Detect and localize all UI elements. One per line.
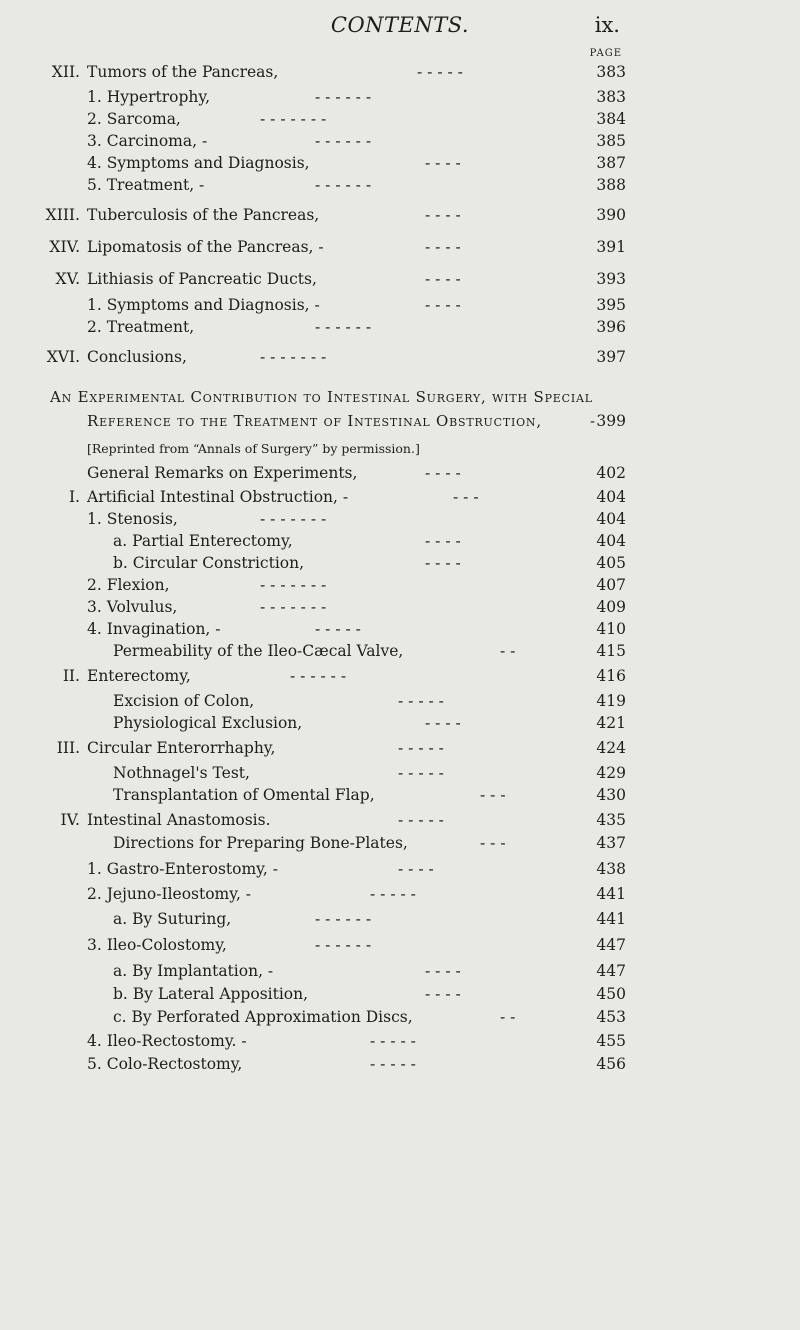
entry-title: 5. Treatment, - bbox=[87, 176, 205, 194]
entry-roman: III. bbox=[56, 739, 80, 757]
entry-title: 3. Volvulus, bbox=[87, 598, 178, 616]
toc-entry bbox=[0, 832, 800, 854]
entry-page: 387 bbox=[596, 154, 626, 172]
leader-dashes: - - - - bbox=[425, 206, 461, 224]
toc-entry bbox=[0, 530, 800, 552]
entry-page: 450 bbox=[596, 985, 626, 1003]
leader-dashes: - - - - - - bbox=[315, 88, 372, 106]
leader-dashes: - - - - bbox=[425, 554, 461, 572]
entry-page: 430 bbox=[596, 786, 626, 804]
leader-dashes: - - - bbox=[480, 834, 506, 852]
toc-entry bbox=[0, 934, 800, 956]
toc-entry bbox=[0, 960, 800, 982]
toc-entry-iii bbox=[0, 737, 800, 759]
entry-page: 404 bbox=[596, 488, 626, 506]
page-column-label: PAGE bbox=[589, 48, 622, 59]
leader-dashes: - - - - bbox=[398, 860, 434, 878]
leader-dashes: - - - - bbox=[425, 714, 461, 732]
toc-entry bbox=[0, 618, 800, 640]
toc-entry bbox=[0, 712, 800, 734]
toc-entry bbox=[0, 294, 800, 316]
entry-page: 385 bbox=[596, 132, 626, 150]
entry-title: Lipomatosis of the Pancreas, - bbox=[87, 238, 324, 256]
entry-page: 396 bbox=[596, 318, 626, 336]
leader-dashes: - bbox=[590, 412, 596, 430]
leader-dashes: - - - bbox=[480, 786, 506, 804]
toc-entry-xiii bbox=[0, 204, 800, 226]
entry-roman: XVI. bbox=[46, 348, 80, 366]
leader-dashes: - - bbox=[500, 1008, 516, 1026]
entry-title: Lithiasis of Pancreatic Ducts, bbox=[87, 270, 317, 288]
entry-page: 453 bbox=[596, 1008, 626, 1026]
leader-dashes: - - - - - - bbox=[315, 936, 372, 954]
leader-dashes: - - - - bbox=[425, 270, 461, 288]
entry-title: Circular Enterorrhaphy, bbox=[87, 739, 276, 757]
toc-entry bbox=[0, 1006, 800, 1028]
entry-page: 419 bbox=[596, 692, 626, 710]
entry-title: 4. Symptoms and Diagnosis, bbox=[87, 154, 310, 172]
entry-roman: XV. bbox=[55, 270, 80, 288]
entry-title: a. By Suturing, bbox=[113, 910, 232, 928]
entry-title: b. By Lateral Apposition, bbox=[113, 985, 309, 1003]
leader-dashes: - - - - bbox=[425, 532, 461, 550]
entry-title: b. Circular Constriction, bbox=[113, 554, 305, 572]
leader-dashes: - - - - - - - bbox=[260, 598, 327, 616]
leader-dashes: - - - - - - bbox=[315, 318, 372, 336]
entry-title: Artificial Intestinal Obstruction, - bbox=[87, 488, 349, 506]
entry-page: 388 bbox=[596, 176, 626, 194]
entry-page: 383 bbox=[596, 88, 626, 106]
entry-page: 404 bbox=[596, 532, 626, 550]
toc-entry bbox=[0, 858, 800, 880]
entry-roman: XIII. bbox=[45, 206, 80, 224]
entry-page: 429 bbox=[596, 764, 626, 782]
leader-dashes: - - - - - bbox=[370, 885, 416, 903]
leader-dashes: - - - - bbox=[425, 464, 461, 482]
entry-roman: XII. bbox=[51, 63, 80, 81]
entry-title: 5. Colo-Rectostomy, bbox=[87, 1055, 243, 1073]
entry-page: 447 bbox=[596, 936, 626, 954]
entry-page: 399 bbox=[596, 412, 626, 430]
leader-dashes: - - - - - bbox=[370, 1032, 416, 1050]
toc-entry-i bbox=[0, 486, 800, 508]
toc-entry-xii bbox=[0, 61, 800, 83]
entry-page: 402 bbox=[596, 464, 626, 482]
section-heading bbox=[0, 410, 800, 432]
entry-page: 384 bbox=[596, 110, 626, 128]
entry-title: Directions for Preparing Bone-Plates, bbox=[113, 834, 408, 852]
entry-page: 397 bbox=[596, 348, 626, 366]
toc-entry bbox=[0, 1053, 800, 1075]
leader-dashes: - - - - bbox=[425, 238, 461, 256]
toc-entry-xiv bbox=[0, 236, 800, 258]
toc-entry bbox=[0, 908, 800, 930]
entry-title: 3. Carcinoma, - bbox=[87, 132, 208, 150]
leader-dashes: - - - - - bbox=[398, 764, 444, 782]
entry-page: 410 bbox=[596, 620, 626, 638]
reprint-note: [Reprinted from “Annals of Surgery” by permission.] bbox=[87, 441, 420, 456]
leader-dashes: - - - - bbox=[425, 296, 461, 314]
toc-entry bbox=[0, 152, 800, 174]
entry-title: a. By Implantation, - bbox=[113, 962, 274, 980]
leader-dashes: - - - - - - - bbox=[260, 348, 327, 366]
entry-page: 456 bbox=[596, 1055, 626, 1073]
entry-title: 1. Stenosis, bbox=[87, 510, 178, 528]
toc-entry bbox=[0, 640, 800, 662]
toc-entry bbox=[0, 86, 800, 108]
entry-title: 1. Hypertrophy, bbox=[87, 88, 210, 106]
entry-title: Intestinal Anastomosis. bbox=[87, 811, 271, 829]
leader-dashes: - - - - - - bbox=[315, 910, 372, 928]
entry-title: Tuberculosis of the Pancreas, bbox=[87, 206, 320, 224]
leader-dashes: - - - - - bbox=[398, 739, 444, 757]
entry-page: 424 bbox=[596, 739, 626, 757]
entry-page: 393 bbox=[596, 270, 626, 288]
entry-title: Tumors of the Pancreas, bbox=[87, 63, 279, 81]
entry-page: 409 bbox=[596, 598, 626, 616]
entry-page: 390 bbox=[596, 206, 626, 224]
entry-title: Conclusions, bbox=[87, 348, 187, 366]
entry-page: 405 bbox=[596, 554, 626, 572]
entry-title: Enterectomy, bbox=[87, 667, 191, 685]
entry-title: Excision of Colon, bbox=[113, 692, 255, 710]
entry-page: 447 bbox=[596, 962, 626, 980]
entry-title: Transplantation of Omental Flap, bbox=[113, 786, 375, 804]
leader-dashes: - - - - bbox=[425, 154, 461, 172]
toc-entry bbox=[0, 784, 800, 806]
leader-dashes: - - bbox=[500, 642, 516, 660]
toc-entry bbox=[0, 1030, 800, 1052]
entry-title: 2. Jejuno-Ileostomy, - bbox=[87, 885, 252, 903]
leader-dashes: - - - - - bbox=[417, 63, 463, 81]
entry-page: 404 bbox=[596, 510, 626, 528]
page-number: ix. bbox=[594, 13, 620, 37]
section-heading bbox=[0, 386, 800, 408]
leader-dashes: - - - - - - bbox=[315, 176, 372, 194]
reprint-note-row bbox=[0, 438, 800, 460]
entry-title: 1. Symptoms and Diagnosis, - bbox=[87, 296, 320, 314]
section-heading-line-1: An Experimental Contribution to Intestinal Surgery, with Special bbox=[50, 388, 593, 406]
entry-title: 4. Invagination, - bbox=[87, 620, 221, 638]
entry-page: 441 bbox=[596, 910, 626, 928]
entry-title: c. By Perforated Approximation Discs, bbox=[113, 1008, 413, 1026]
toc-entry bbox=[0, 983, 800, 1005]
entry-page: 415 bbox=[596, 642, 626, 660]
toc-entry bbox=[0, 690, 800, 712]
toc-entry-iv bbox=[0, 809, 800, 831]
toc-entry bbox=[0, 596, 800, 618]
entry-page: 455 bbox=[596, 1032, 626, 1050]
entry-title: General Remarks on Experiments, bbox=[87, 464, 358, 482]
leader-dashes: - - - - - bbox=[370, 1055, 416, 1073]
page-title: CONTENTS. bbox=[330, 13, 470, 37]
toc-entry bbox=[0, 574, 800, 596]
toc-entry bbox=[0, 462, 800, 484]
toc-entry-xv bbox=[0, 268, 800, 290]
toc-entry bbox=[0, 316, 800, 338]
entry-title: Physiological Exclusion, bbox=[113, 714, 303, 732]
entry-page: 416 bbox=[596, 667, 626, 685]
entry-page: 438 bbox=[596, 860, 626, 878]
entry-title: 2. Flexion, bbox=[87, 576, 170, 594]
entry-title: 1. Gastro-Enterostomy, - bbox=[87, 860, 278, 878]
leader-dashes: - - - - - - - bbox=[260, 576, 327, 594]
leader-dashes: - - - - - bbox=[398, 811, 444, 829]
toc-entry bbox=[0, 762, 800, 784]
entry-page: 435 bbox=[596, 811, 626, 829]
toc-entry-ii bbox=[0, 665, 800, 687]
entry-page: 437 bbox=[596, 834, 626, 852]
entry-title: 2. Treatment, bbox=[87, 318, 195, 336]
toc-entry-xvi bbox=[0, 346, 800, 368]
entry-title: Nothnagel's Test, bbox=[113, 764, 250, 782]
toc-entry bbox=[0, 883, 800, 905]
leader-dashes: - - - - - - bbox=[315, 132, 372, 150]
leader-dashes: - - - - - bbox=[398, 692, 444, 710]
leader-dashes: - - - - - bbox=[315, 620, 361, 638]
entry-page: 407 bbox=[596, 576, 626, 594]
entry-page: 391 bbox=[596, 238, 626, 256]
entry-page: 421 bbox=[596, 714, 626, 732]
entry-title: 4. Ileo-Rectostomy. - bbox=[87, 1032, 247, 1050]
entry-title: 2. Sarcoma, bbox=[87, 110, 181, 128]
entry-page: 383 bbox=[596, 63, 626, 81]
toc-entry bbox=[0, 108, 800, 130]
leader-dashes: - - - - - - - bbox=[260, 110, 327, 128]
leader-dashes: - - - - - - - bbox=[260, 510, 327, 528]
entry-roman: IV. bbox=[60, 811, 80, 829]
leader-dashes: - - - - bbox=[425, 962, 461, 980]
toc-entry bbox=[0, 130, 800, 152]
entry-roman: XIV. bbox=[49, 238, 80, 256]
entry-roman: I. bbox=[68, 488, 80, 506]
toc-entry bbox=[0, 174, 800, 196]
leader-dashes: - - - - - - bbox=[290, 667, 347, 685]
toc-entry bbox=[0, 552, 800, 574]
section-heading-line-2: Reference to the Treatment of Intestinal Obstruction, bbox=[87, 412, 542, 430]
entry-title: 3. Ileo-Colostomy, bbox=[87, 936, 227, 954]
entry-roman: II. bbox=[62, 667, 80, 685]
entry-page: 395 bbox=[596, 296, 626, 314]
entry-page: 441 bbox=[596, 885, 626, 903]
leader-dashes: - - - bbox=[453, 488, 479, 506]
entry-title: Permeability of the Ileo-Cæcal Valve, bbox=[113, 642, 404, 660]
leader-dashes: - - - - bbox=[425, 985, 461, 1003]
toc-entry bbox=[0, 508, 800, 530]
entry-title: a. Partial Enterectomy, bbox=[113, 532, 293, 550]
